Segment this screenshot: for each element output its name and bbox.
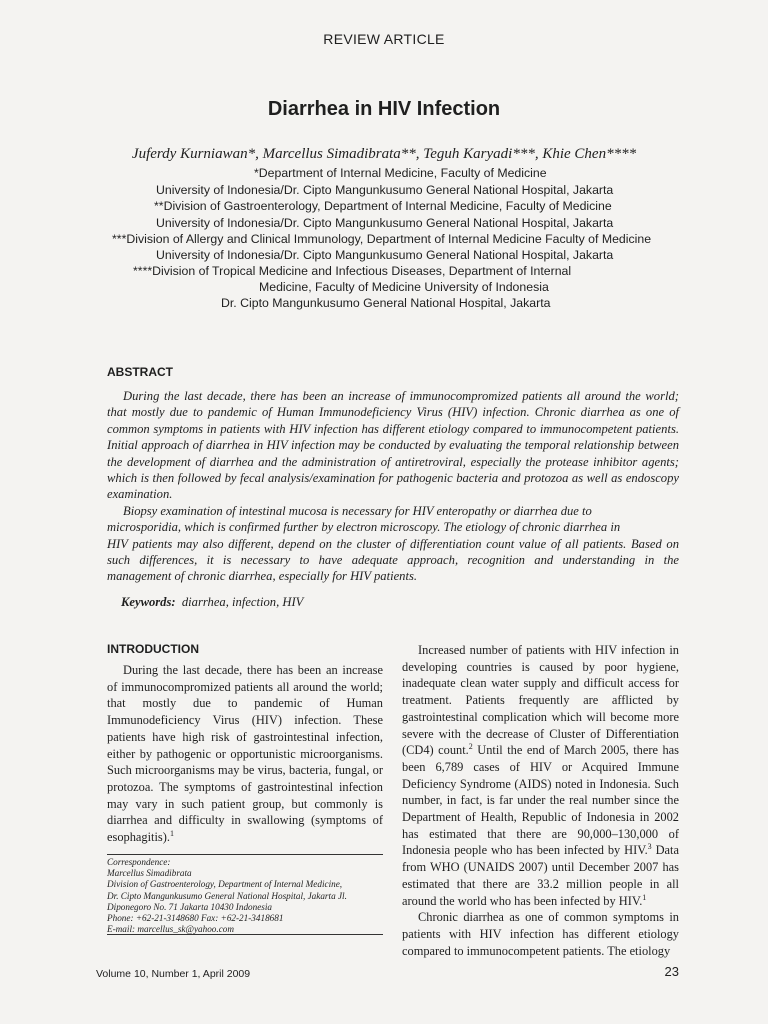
affiliation-line: ****Division of Tropical Medicine and Infectious Diseases, Department of Internal bbox=[133, 264, 572, 278]
paragraph-text: Until the end of March 2005, there has been 6,789 cases of HIV or Acquired Immune Deficiency Syndrome (AIDS) noted in Indonesia. Such number, in fact, is far under the real number since the Department of Health, Republic of Indonesia in 2002 has estimated that there are 90,000–130,000 of Indonesia people who has been infected by HIV. bbox=[402, 743, 679, 858]
affiliation-line: ***Division of Allergy and Clinical Immunology, Department of Internal Medicine Faculty of Medicine bbox=[112, 232, 652, 246]
correspondence-block bbox=[107, 857, 397, 935]
body-paragraph bbox=[402, 642, 679, 909]
affiliation-line: University of Indonesia/Dr. Cipto Mangunkusumo General National Hospital, Jakarta bbox=[156, 216, 614, 230]
right-column bbox=[402, 642, 679, 959]
correspondence-line: Phone: +62-21-3148680 Fax: +62-21-3418681 bbox=[107, 913, 284, 924]
abstract-line: such differences, it is necessary to have adequate approach, recognition and understanding in the bbox=[107, 553, 679, 568]
affiliation-line: University of Indonesia/Dr. Cipto Mangunkusumo General National Hospital, Jakarta bbox=[156, 248, 614, 262]
correspondence-divider bbox=[107, 854, 383, 855]
correspondence-line: Marcellus Simadibrata bbox=[107, 868, 192, 879]
abstract-line: management of chronic diarrhea, especially for HIV patients. bbox=[107, 569, 418, 584]
abstract-line: HIV patients may also different, depend on the cluster of differentiation count value of all patients. Based on bbox=[107, 536, 679, 551]
abstract-line: microsporidia, which is confirmed further by electron microscopy. The etiology of chronic diarrhea in bbox=[107, 520, 621, 535]
paragraph-text: Data from WHO (UNAIDS 2007) until December 2007 has estimated that there are 33.2 million people in all around the world who has been infected by HIV. bbox=[402, 843, 679, 908]
body-paragraph: Chronic diarrhea as one of common symptoms in patients with HIV infection has different etiology compared to immunocompetent patients. The etiology bbox=[402, 910, 679, 958]
abstract-heading: ABSTRACT bbox=[107, 365, 173, 379]
affiliation-line: **Division of Gastroenterology, Department of Internal Medicine, Faculty of Medicine bbox=[154, 199, 612, 213]
section-label: REVIEW ARTICLE bbox=[323, 31, 445, 47]
paragraph-text: Increased number of patients with HIV infection in developing countries is caused by poor hygiene, inadequate clean water supply and difficult access for treatment. Patients frequently are afflicted by gastrointestinal complication which will become more severe with the decrease of Cluster of Differentiation (CD4) count. bbox=[402, 643, 679, 758]
correspondence-line: Correspondence: bbox=[107, 857, 171, 867]
correspondence-line: Dr. Cipto Mangunkusumo General National Hospital, Jakarta Jl. bbox=[107, 890, 347, 901]
left-column bbox=[107, 662, 383, 846]
affiliation-line: Medicine, Faculty of Medicine University of Indonesia bbox=[259, 280, 549, 294]
affiliation-line: University of Indonesia/Dr. Cipto Mangunkusumo General National Hospital, Jakarta bbox=[156, 183, 614, 197]
article-title: Diarrhea in HIV Infection bbox=[267, 98, 501, 120]
correspondence-line: Division of Gastroenterology, Department of Internal Medicine, bbox=[107, 879, 343, 890]
body-paragraph bbox=[107, 662, 383, 846]
reference-marker: 3 bbox=[647, 842, 652, 852]
affiliation-line: *Department of Internal Medicine, Faculty of Medicine bbox=[254, 166, 547, 180]
journal-volume: Volume 10, Number 1, April 2009 bbox=[96, 968, 251, 980]
introduction-heading: INTRODUCTION bbox=[107, 642, 199, 656]
abstract-body bbox=[107, 388, 679, 585]
correspondence-divider bbox=[107, 934, 383, 935]
reference-marker: 1 bbox=[169, 828, 174, 838]
abstract-paragraph bbox=[107, 503, 679, 585]
correspondence-line: Diponegoro No. 71 Jakarta 10430 Indonesia bbox=[107, 901, 273, 912]
abstract-paragraph: During the last decade, there has been an increase of immunocompromized patients all around the world; that mostly due to pandemic of Human Immunodeficiency Virus (HIV) infection. Chronic diarrhea as one of common symptoms in patients with HIV infection has different etiology compared to immunocompetent patients. Initial approach of diarrhea in HIV infection may be conducted by evaluating the temporal relationship between the development of diarrhea and the administration of antiretroviral, especially the protease inhibitor agents; which is then followed by fecal analysis/examination for pathogenic bacteria and protozoa as well as endoscopy examination. bbox=[107, 389, 679, 502]
reference-marker: 1 bbox=[642, 892, 647, 902]
author-list: Juferdy Kurniawan*, Marcellus Simadibrata**, Teguh Karyadi***, Khie Chen**** bbox=[131, 146, 637, 162]
keywords bbox=[121, 595, 303, 610]
page-number: 23 bbox=[664, 964, 679, 979]
keywords-value: diarrhea, infection, HIV bbox=[181, 595, 304, 609]
keywords-label: Keywords: bbox=[121, 595, 176, 609]
abstract-line: Biopsy examination of intestinal mucosa is necessary for HIV enteropathy or diarrhea due to bbox=[123, 503, 592, 518]
paragraph-text: During the last decade, there has been an increase of immunocompromized patients all around the world; that mostly due to pandemic of Human Immunodeficiency Virus (HIV) infection. These patients have high risk of gastrointestinal infection, either by pathogenic or opportunistic microorganisms. Such microorganisms may be virus, bacteria, fungal, or protozoa. The symptoms of gastrointestinal infection may vary in such patient group, but commonly is diarrhea and difficulty in swallowing (symptoms of esophagitis). bbox=[107, 663, 383, 845]
reference-marker: 2 bbox=[468, 742, 473, 752]
affiliation-line: Dr. Cipto Mangunkusumo General National Hospital, Jakarta bbox=[221, 296, 551, 310]
correspondence-line: E-mail: marcellus_sk@yahoo.com bbox=[107, 924, 235, 935]
